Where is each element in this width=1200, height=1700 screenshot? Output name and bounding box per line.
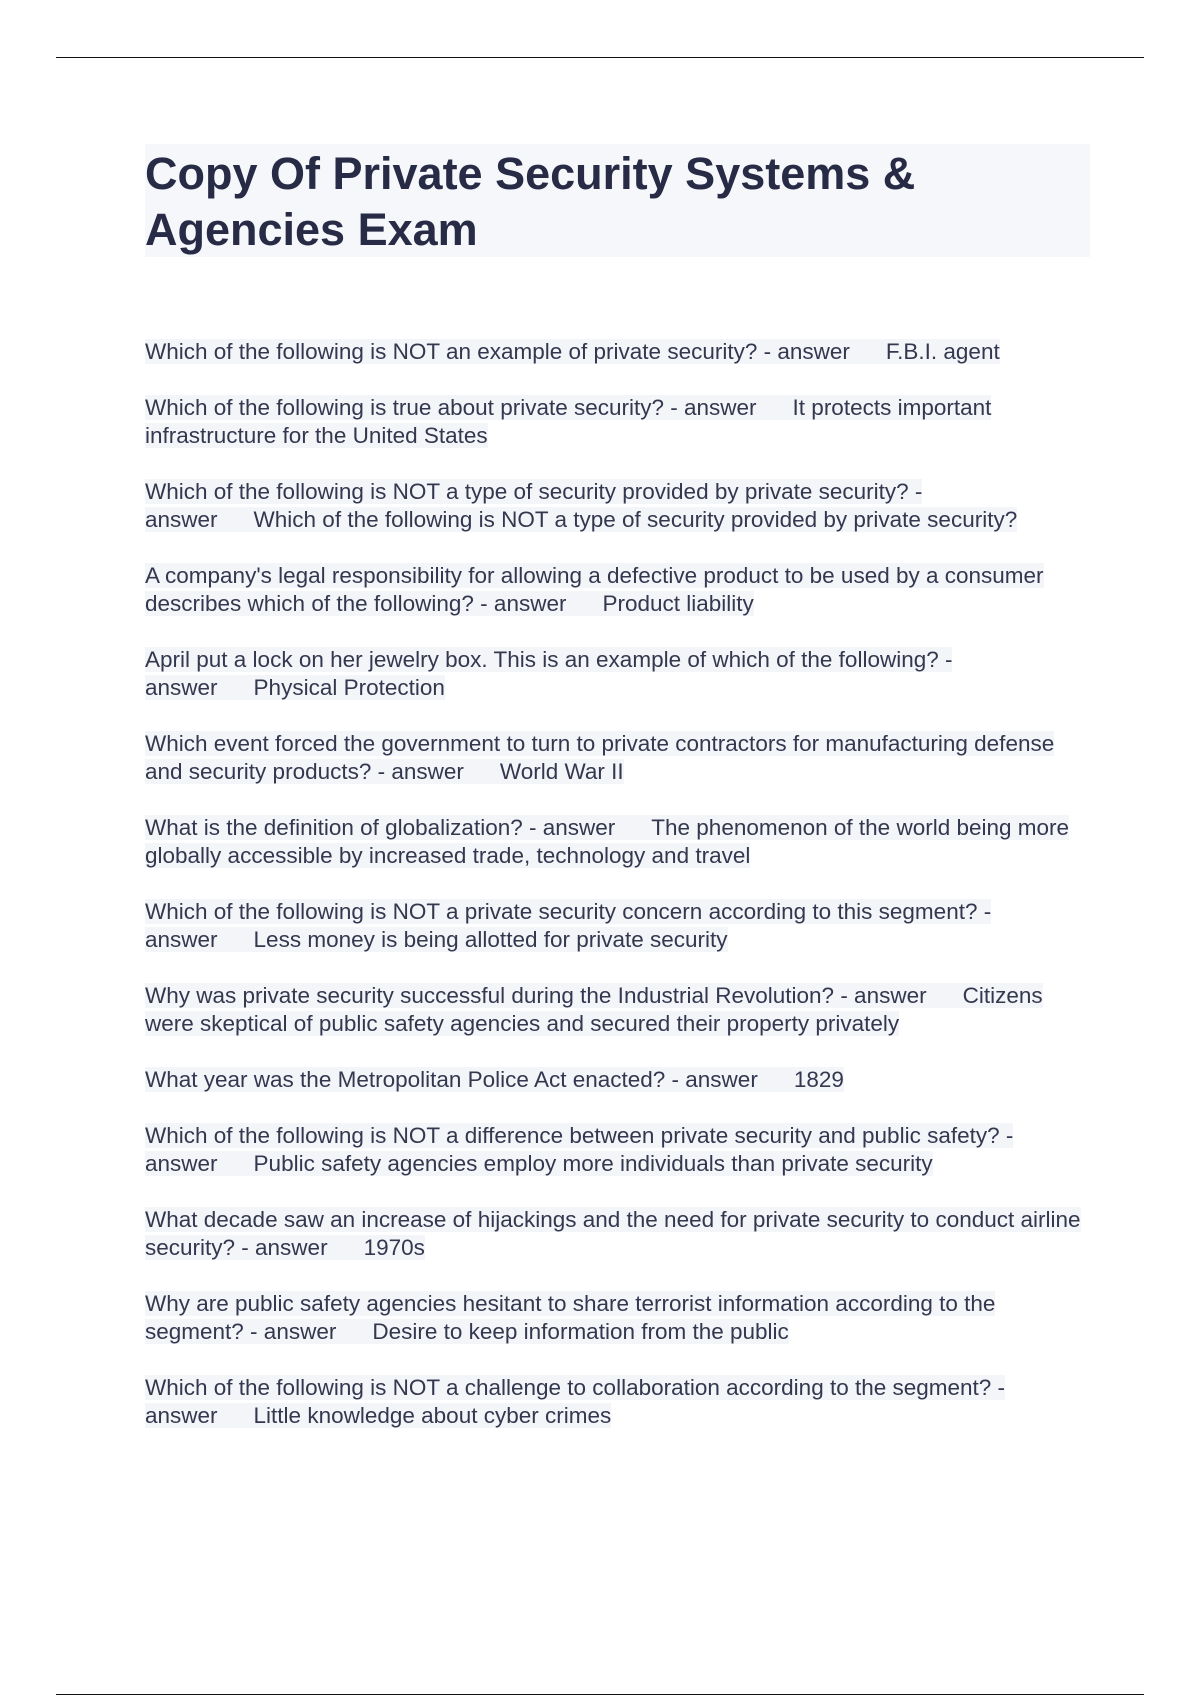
question-text: Which event forced the government to turn to private contractors for manufacturing defense and security products? - answer: [145, 731, 1055, 784]
answer-text: 1970s: [328, 1235, 425, 1260]
question-text: Which of the following is true about private security? - answer: [145, 395, 757, 420]
bottom-rule: [56, 1694, 1144, 1695]
answer-text: F.B.I. agent: [850, 339, 1000, 364]
answer-text: Public safety agencies employ more individuals than private security: [218, 1151, 933, 1176]
qa-item: [145, 394, 1090, 450]
answer-text: Product liability: [566, 591, 753, 616]
answer-text: Citizens were skeptical of public safety agencies and secured their property privately: [145, 983, 1043, 1036]
answer-text: World War II: [464, 759, 624, 784]
question-text: A company's legal responsibility for allowing a defective product to be used by a consumer describes which of the following? - answer: [145, 563, 1044, 616]
qa-item: [145, 1066, 1090, 1094]
question-text: Which of the following is NOT a challenge to collaboration according to the segment? - answer: [145, 1375, 1006, 1428]
question-text: Why are public safety agencies hesitant to share terrorist information according to the segment? - answer: [145, 1291, 996, 1344]
question-text: What year was the Metropolitan Police Act enacted? - answer: [145, 1067, 758, 1092]
question-text: Which of the following is NOT a private security concern according to this segment? - answer: [145, 899, 992, 952]
question-text: What is the definition of globalization? - answer: [145, 815, 616, 840]
qa-item: [145, 982, 1090, 1038]
qa-item: [145, 1206, 1090, 1262]
qa-item: [145, 730, 1090, 786]
question-text: Which of the following is NOT a difference between private security and public safety? - answer: [145, 1123, 1014, 1176]
answer-text: Little knowledge about cyber crimes: [218, 1403, 612, 1428]
answer-text: Desire to keep information from the public: [336, 1319, 788, 1344]
top-rule: [56, 57, 1144, 58]
qa-item: [145, 1290, 1090, 1346]
qa-item: [145, 562, 1090, 618]
page-title: Copy Of Private Security Systems & Agencies Exam: [145, 148, 916, 255]
qa-list: [145, 338, 1090, 1458]
answer-text: Which of the following is NOT a type of security provided by private security?: [218, 507, 1018, 532]
answer-text: Physical Protection: [218, 675, 445, 700]
qa-item: [145, 898, 1090, 954]
question-text: Which of the following is NOT a type of security provided by private security? - answer: [145, 479, 923, 532]
answer-text: 1829: [758, 1067, 844, 1092]
answer-text: It protects important infrastructure for the United States: [145, 395, 992, 448]
qa-item: [145, 1374, 1090, 1430]
qa-item: [145, 814, 1090, 870]
qa-item: [145, 478, 1090, 534]
qa-item: [145, 646, 1090, 702]
question-text: April put a lock on her jewelry box. This is an example of which of the following? - answer: [145, 647, 953, 700]
answer-text: The phenomenon of the world being more globally accessible by increased trade, technology and travel: [145, 815, 1070, 868]
answer-text: Less money is being allotted for private security: [218, 927, 728, 952]
qa-item: [145, 1122, 1090, 1178]
question-text: Why was private security successful during the Industrial Revolution? - answer: [145, 983, 927, 1008]
question-text: Which of the following is NOT an example of private security? - answer: [145, 339, 850, 364]
question-text: What decade saw an increase of hijackings and the need for private security to conduct airline security? - answer: [145, 1207, 1081, 1260]
qa-item: [145, 338, 1090, 366]
